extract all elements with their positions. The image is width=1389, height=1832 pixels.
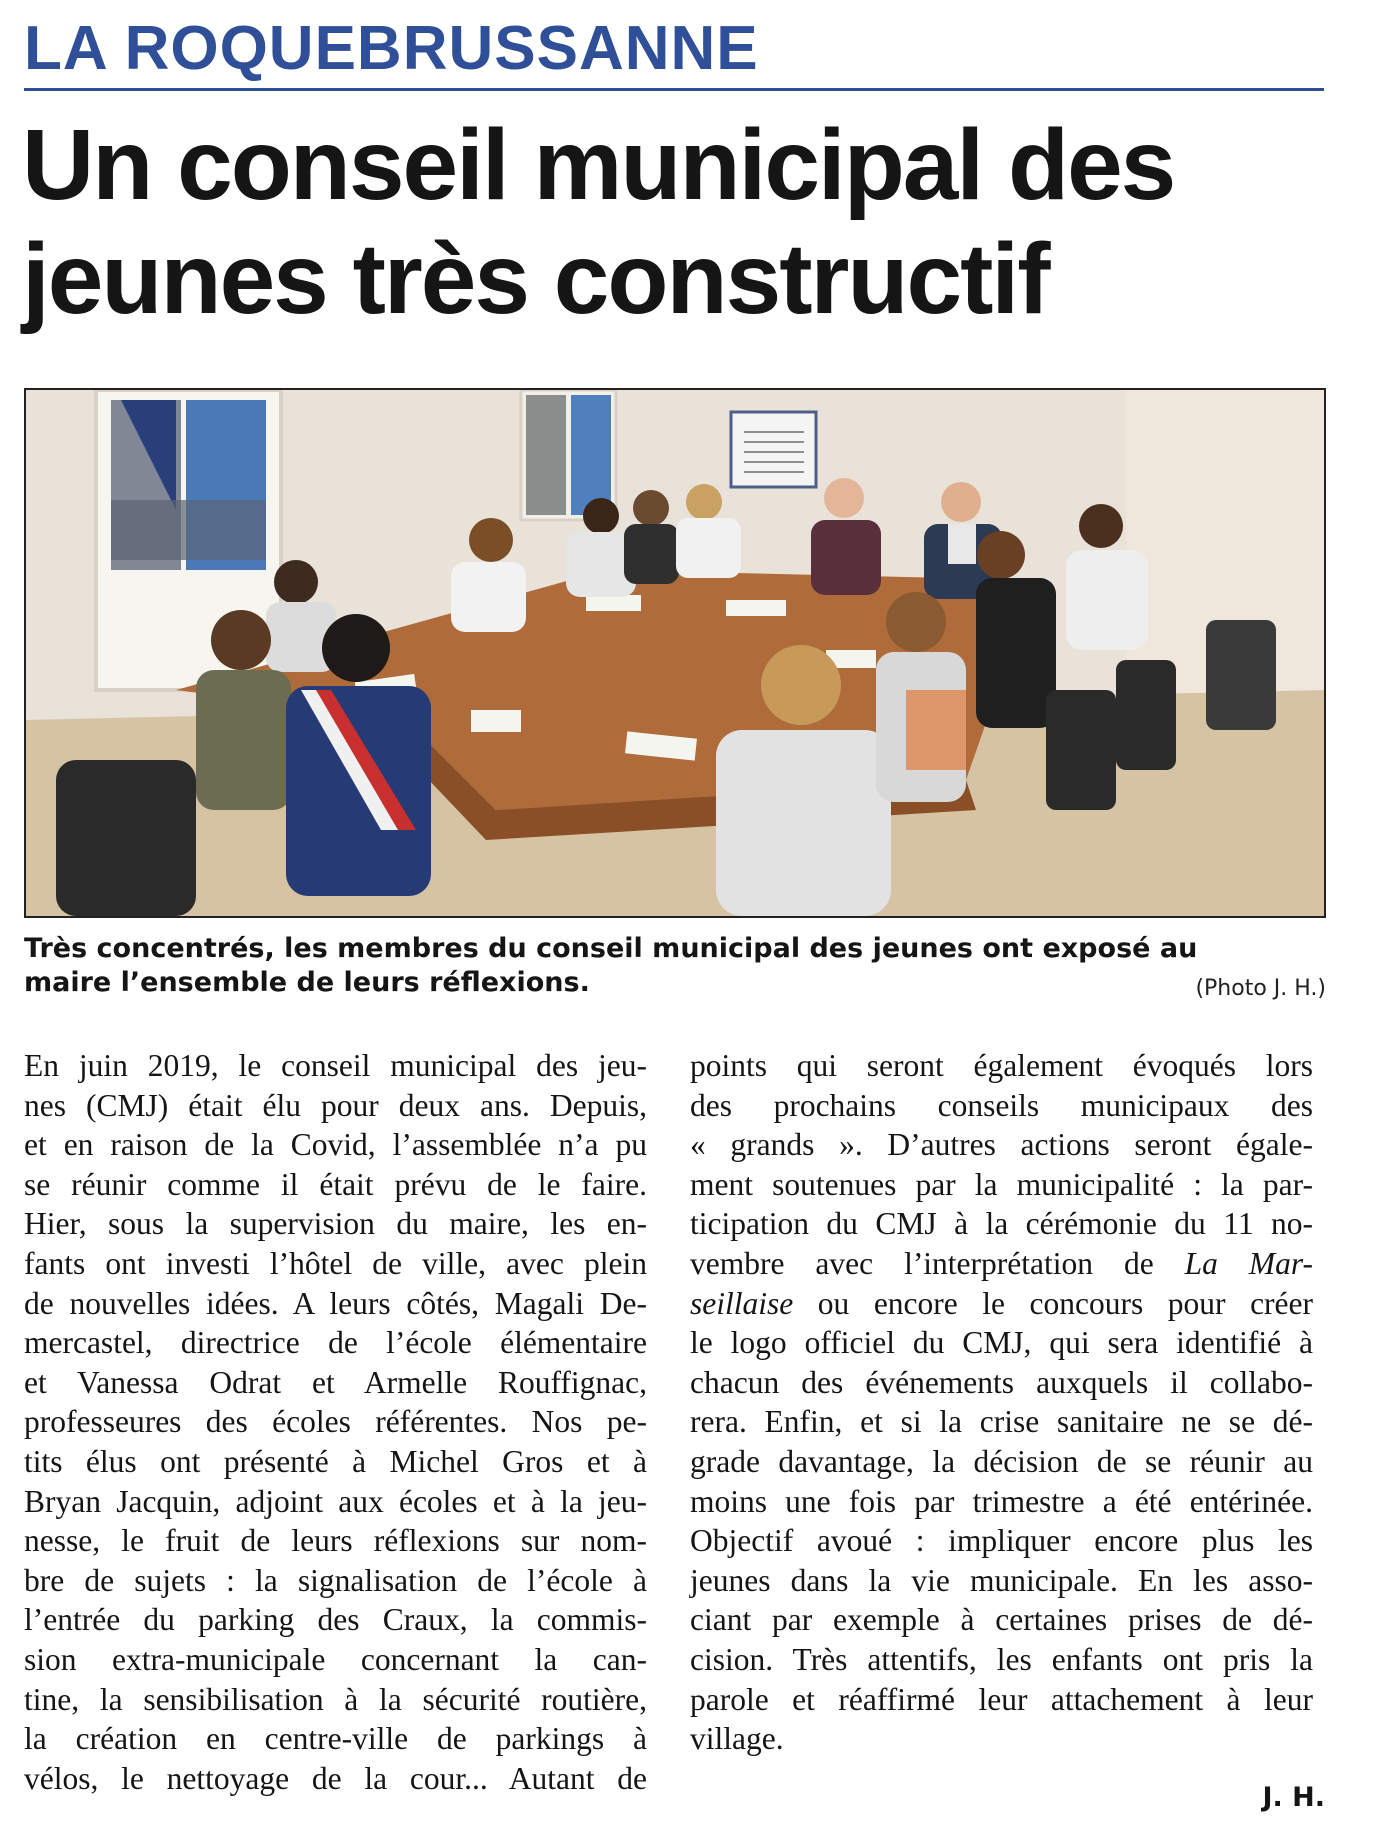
body-text-fragment: ou encore le concours pour créer xyxy=(793,1285,1313,1321)
body-line: points qui seront également évoqués lors xyxy=(690,1048,1313,1083)
body-line: moins une fois par trimestre a été entérinée. xyxy=(690,1483,1313,1519)
body-line xyxy=(690,1244,1313,1284)
body-line: des prochains conseils municipaux des xyxy=(690,1087,1313,1123)
body-line: et Vanessa Odrat et Armelle Rouffignac, xyxy=(24,1364,647,1400)
body-line: Hier, sous la supervision du maire, les en- xyxy=(24,1206,647,1242)
body-line: nesse, le fruit de leurs réflexions sur nom- xyxy=(24,1523,647,1559)
body-line: tine, la sensibilisation à la sécurité routière, xyxy=(24,1681,647,1717)
body-line: parole et réaffirmé leur attachement à leur xyxy=(690,1681,1313,1717)
photo-credit: (Photo J. H.) xyxy=(1195,976,1326,1001)
body-line: mercastel, directrice de l’école élémentaire xyxy=(24,1325,647,1361)
body-column-right xyxy=(690,1046,1313,1759)
body-line xyxy=(690,1284,1313,1324)
body-line: de nouvelles idées. A leurs côtés, Magali De- xyxy=(24,1285,647,1321)
body-line: professeures des écoles référentes. Nos pe- xyxy=(24,1404,647,1440)
body-line: fants ont investi l’hôtel de ville, avec plein xyxy=(24,1245,647,1281)
body-line: Objectif avoué : impliquer encore plus les xyxy=(690,1523,1313,1559)
body-line: « grands ». D’autres actions seront égale- xyxy=(690,1127,1313,1163)
photo-caption xyxy=(24,932,1326,1000)
caption-line-1: Très concentrés, les membres du conseil municipal des jeunes ont exposé au xyxy=(24,933,1198,964)
body-line: et en raison de la Covid, l’assemblée n’a pu xyxy=(24,1127,647,1163)
section-kicker: LA ROQUEBRUSSANNE xyxy=(24,14,759,83)
body-line: jeunes dans la vie municipale. En les asso- xyxy=(690,1562,1313,1598)
body-line: grade davantage, la décision de se réunir au xyxy=(690,1443,1313,1479)
body-line: ment soutenues par la municipalité : la par- xyxy=(690,1166,1313,1202)
headline-line-2: jeunes très constructif xyxy=(22,223,1049,335)
author-signature: J. H. xyxy=(1262,1782,1325,1813)
body-line: ticipation du CMJ à la cérémonie du 11 no- xyxy=(690,1206,1313,1242)
body-text-fragment: vembre avec l’interprétation de xyxy=(690,1245,1185,1281)
body-line: cision. Très attentifs, les enfants ont pris la xyxy=(690,1641,1313,1677)
kicker-rule xyxy=(24,88,1324,91)
article-headline xyxy=(22,108,1342,336)
body-line: tits élus ont présenté à Michel Gros et à xyxy=(24,1443,647,1479)
body-line: vélos, le nettoyage de la cour... Autant de xyxy=(24,1760,647,1796)
body-italic-title: seillaise xyxy=(690,1285,794,1321)
body-line: Bryan Jacquin, adjoint aux écoles et à la jeu- xyxy=(24,1483,647,1519)
body-column-left xyxy=(24,1046,647,1798)
caption-line-2: maire l’ensemble de leurs réflexions. xyxy=(24,967,590,998)
body-line: village. xyxy=(690,1721,784,1757)
body-line: nes (CMJ) était élu pour deux ans. Depuis, xyxy=(24,1087,647,1123)
article-photo xyxy=(24,388,1326,918)
body-line: En juin 2019, le conseil municipal des jeu- xyxy=(24,1048,647,1083)
body-italic-title: La Mar- xyxy=(1184,1245,1313,1281)
body-line: sion extra-municipale concernant la can- xyxy=(24,1641,647,1677)
body-line: se réunir comme il était prévu de le faire. xyxy=(24,1166,647,1202)
body-line: le logo officiel du CMJ, qui sera identifié à xyxy=(690,1325,1313,1361)
body-line: l’entrée du parking des Craux, la commis- xyxy=(24,1602,647,1638)
headline-line-1: Un conseil municipal des xyxy=(22,109,1175,221)
body-line: bre de sujets : la signalisation de l’école à xyxy=(24,1562,647,1598)
body-line: chacun des événements auxquels il collabo- xyxy=(690,1364,1313,1400)
body-line: rera. Enfin, et si la crise sanitaire ne se dé- xyxy=(690,1404,1313,1440)
body-line: la création en centre-ville de parkings à xyxy=(24,1721,647,1757)
body-line: ciant par exemple à certaines prises de dé- xyxy=(690,1602,1313,1638)
